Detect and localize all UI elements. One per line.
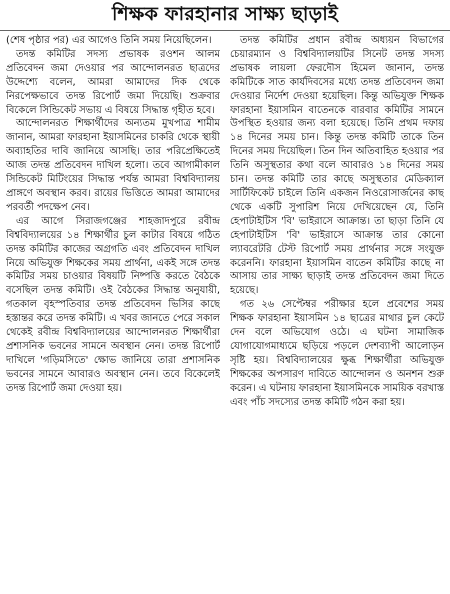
paragraph-committee-head: তদন্ত কমিটির প্রধান রবীন্দ্র অধ্যয়ন বিভাগের চেয়ারম্যান ও বিশ্ববিদ্যালয়টির সিনেট তদন্ত সদস্য প্রভাষক লায়লা ফেরদৌস হিমেল জানান, তদন্ত কমিটিকে সাত কার্যদিবসের মধ্যে তদন্ত প্রতিবেদন জমা দেওয়ার নির্দেশ দেওয়া হয়েছিল। কিন্তু অভিযুক্ত শিক্ষক ফারহানা ইয়াসমিন বাতেনকে বারবার কমিটির সামনে উপস্থিত হওয়ার জন্য বলা হয়েছে। তিনি প্রথম দফায় ১৪ দিনের সময় চান। কিন্তু তদন্ত কমিটি তাকে তিন দিনের সময় দিয়েছিল। তিন দিন অতিবাহিত হওয়ার পর তিনি অসুস্থতার কথা বলে আবারও ১৪ দিনের সময় চান। তদন্ত কমিটি তার কাছে অসুস্থতার মেডিক্যাল সার্টিফিকেট চাইলে তিনি একজন নিওরোসার্জনের কাছ থেকে একটি সুপারিশ নিয়ে দেখিয়েছেন যে, তিনি হেপাটাইটিস 'বি' ভাইরাসে আক্রান্ত। তা ছাড়া তিনি যে হেপাটাইটিস 'বি' ভাইরাসে আক্রান্ত তার কোনো ল্যাবরেটরি টেস্ট রিপোর্ট সময় প্রার্থনার সঙ্গে সংযুক্ত করেননি। ফারহানা ইয়াসমিন বাতেন কমিটির কাছে না আসায় তার সাক্ষ্য ছাড়াই তদন্ত প্রতিবেদন জমা দিতে হয়েছে। bbox=[230, 35, 444, 297]
paragraph-continuation: (শেষ পৃষ্ঠার পর) এর আগেও তিনি সময় নিয়েছিলেন। bbox=[6, 35, 212, 46]
article-headline: শিক্ষক ফারহানার সাক্ষ্য ছাড়াই bbox=[112, 3, 338, 25]
headline-divider bbox=[0, 30, 450, 31]
right-column bbox=[230, 34, 444, 592]
paragraph-incident: গত ২৬ সেপ্টেম্বর পরীক্ষার হলে প্রবেশের সময় শিক্ষক ফারহানা ইয়াসমিন ১৪ ছাত্রের মাথার চুল কেটে দেন বলে অভিযোগ ওঠে। এ ঘটনা সামাজিক যোগাযোগমাধ্যমে ছড়িয়ে পড়লে দেশব্যাপী আলোড়ন সৃষ্টি হয়। বিশ্ববিদ্যালয়ের ক্ষুব্ধ শিক্ষার্থীরা অভিযুক্ত শিক্ষকের অপসারণ দাবিতে আন্দোলন ও অনশন শুরু করেন। এ ঘটনায় ফারহানা ইয়াসমিনকে সাময়িক বরখাস্ত এবং পাঁচ সদস্যের তদন্ত কমিটি গঠন করা হয়। bbox=[230, 299, 444, 408]
paragraph-background: এর আগে সিরাজগঞ্জের শাহজাদপুরে রবীন্দ্র বিশ্ববিদ্যালয়ের ১৪ শিক্ষার্থীর চুল কাটার বিষয়ে গঠিত তদন্ত কমিটির কাজের অগ্রগতি এবং প্রতিবেদন দাখিল নিয়ে অভিযুক্ত শিক্ষকের সময় প্রার্থনা, একই সঙ্গে তদন্ত কমিটির সময় চাওয়ার বিষয়টি নিষ্পত্তি করতে বৈঠকে বসেছিল তদন্ত কমিটি। ওই বৈঠকের সিদ্ধান্ত অনুযায়ী, গতকাল বৃহস্পতিবার তদন্ত প্রতিবেদন ভিসির কাছে হস্তান্তর করে তদন্ত কমিটি। এ খবর জানতে পেরে সকাল থেকেই রবীন্দ্র বিশ্ববিদ্যালয়ের আন্দোলনরত শিক্ষার্থীরা প্রশাসনিক ভবনের সামনে অবস্থান নেন। তদন্ত রিপোর্ট দাখিলে 'গড়িমসিতে' ক্ষোভ জানিয়ে তারা প্রশাসনিক ভবনের সামনে আবারও অবস্থান নেন। তবে বিকেলেই তদন্ত রিপোর্ট জমা দেওয়া হয়। bbox=[6, 215, 220, 394]
left-column bbox=[6, 34, 220, 592]
paragraph-committee-member: তদন্ত কমিটির সদস্য প্রভাষক রওশন আলম প্রতিবেদন জমা দেওয়ার পর আন্দোলনরত ছাত্রদের উদ্দেশ্যে বলেন, আমরা আমাদের দিক থেকে নিরপেক্ষভাবে তদন্ত রিপোর্ট জমা দিয়েছি। শুক্রবার বিকেলে সিন্ডিকেট সভায় এ বিষয়ে সিদ্ধান্ত গৃহীত হবে। bbox=[6, 48, 220, 116]
paragraph-student-spokesperson: আন্দোলনরত শিক্ষার্থীদের অন্যতম মুখপাত্র শামীম জানান, আমরা ফারহানা ইয়াসমিনের চাকরি থেকে স্থায়ী অব্যাহতির দাবি জানিয়ে আসছি। তার পরিপ্রেক্ষিতেই আজ তদন্ত প্রতিবেদন দাখিল হলো। তবে আগামীকাল সিন্ডিকেট মিটিংয়ের সিদ্ধান্ত পর্যন্ত আমরা বিশ্ববিদ্যালয় প্রাঙ্গণে অবস্থান করব। রায়ের ভিত্তিতে আমরা আমাদের পরবর্তী পদক্ষেপ নেব। bbox=[6, 118, 220, 213]
